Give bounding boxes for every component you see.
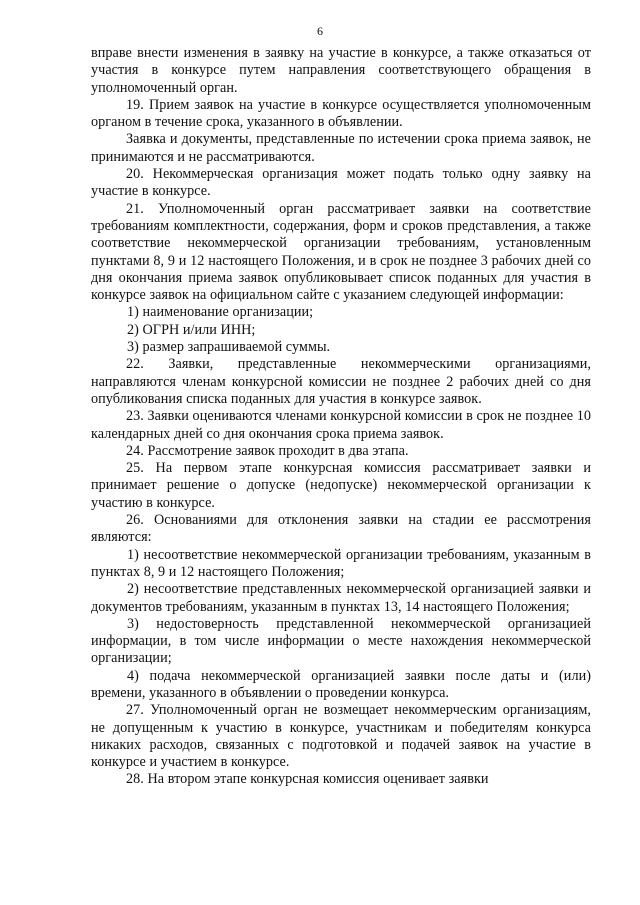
paragraph-23: 23. Заявки оцениваются членами конкурсной комиссии в срок не позднее 10 календарных дней со дня окончания срока приема заявок. bbox=[91, 408, 591, 442]
list-item-26-1: 1) несоответствие некоммерческой организации требованиям, указанным в пунктах 8, 9 и 12 настоящего Положения; bbox=[91, 546, 591, 580]
paragraph-continuation: вправе внести изменения в заявку на участие в конкурсе, а также отказаться от участия в конкурсе путем направления соответствующего обращения в уполномоченный орган. bbox=[91, 45, 591, 96]
paragraph-19: 19. Прием заявок на участие в конкурсе осуществляется уполномоченным органом в течение срока, указанного в объявлении. bbox=[91, 96, 591, 131]
list-item-21-2: 2) ОГРН и/или ИНН; bbox=[127, 321, 256, 338]
paragraph-24: 24. Рассмотрение заявок проходит в два этапа. bbox=[126, 442, 409, 459]
paragraph-20: 20. Некоммерческая организация может подать только одну заявку на участие в конкурсе. bbox=[91, 166, 591, 200]
list-item-21-1: 1) наименование организации; bbox=[127, 304, 314, 321]
paragraph-28: 28. На втором этапе конкурсная комиссия оценивает заявки bbox=[126, 771, 489, 788]
paragraph-27: 27. Уполномоченный орган не возмещает некоммерческим организациям, не допущенным к участию в конкурсе, участникам и победителям конкурса никаких расходов, связанных с подготовкой и подачей заявок на участие в конкурсе и участием в конкурсе. bbox=[91, 702, 591, 771]
list-item-26-2: 2) несоответствие представленных некоммерческой организацией заявки и документов требованиям, указанным в пунктах 13, 14 настоящего Положения; bbox=[91, 581, 591, 615]
document-body bbox=[91, 45, 591, 789]
list-item-21-3: 3) размер запрашиваемой суммы. bbox=[127, 339, 331, 356]
list-item-26-4: 4) подача некоммерческой организацией заявки после даты и (или) времени, указанного в объявлении о проведении конкурса. bbox=[91, 667, 591, 701]
list-item-26-3: 3) недостоверность представленной некоммерческой организацией информации, в том числе информации о месте нахождения некоммерческой организации; bbox=[91, 615, 591, 667]
paragraph-21: 21. Уполномоченный орган рассматривает заявки на соответствие требованиям комплектности, содержания, форм и сроков представления, а также соответствие некоммерческой организации требованиям, установленным пунктами 8, 9 и 12 настоящего Положения, и в срок не позднее 3 рабочих дней со дня окончания приема заявок опубликовывает список поданных для участия в конкурсе заявок на официальном сайте с указанием следующей информации: bbox=[91, 200, 591, 304]
paragraph-22: 22. Заявки, представленные некоммерческими организациями, направляются членам конкурсной комиссии не позднее 2 рабочих дней со дня опубликования списка поданных для участия в конкурсе заявок. bbox=[91, 356, 591, 407]
paragraph-26: 26. Основаниями для отклонения заявки на стадии ее рассмотрения являются: bbox=[91, 512, 591, 546]
page-number: 6 bbox=[317, 24, 323, 38]
paragraph-25: 25. На первом этапе конкурсная комиссия рассматривает заявки и принимает решение о допуске (недопуске) некоммерческой организации к участию в конкурсе. bbox=[91, 460, 591, 511]
paragraph-19-note: Заявка и документы, представленные по истечении срока приема заявок, не принимаются и не рассматриваются. bbox=[91, 131, 591, 165]
